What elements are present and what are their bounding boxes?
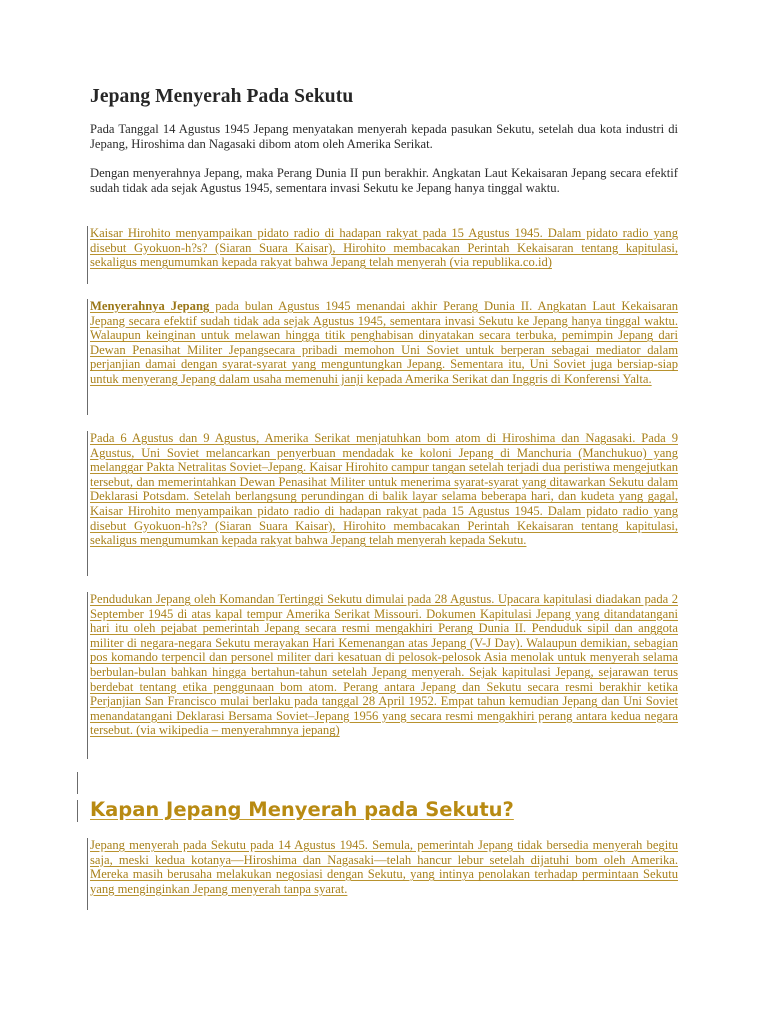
quote-bar [87, 299, 88, 415]
quote-bar [87, 431, 88, 576]
intro-paragraph-2: Dengan menyerahnya Jepang, maka Perang Dunia II pun berakhir. Angkatan Laut Kekaisaran Jepang secara efektif sudah tidak ada sejak Agustus 1945, sementara invasi Sekutu ke Jepang hanya tinggal waktu. [90, 166, 678, 195]
quote-bar [77, 772, 78, 794]
quote-paragraph-3[interactable]: Pada 6 Agustus dan 9 Agustus, Amerika Serikat menjatuhkan bom atom di Hiroshima dan Nagasaki. Pada 9 Agustus, Uni Soviet melancarkan penyerbuan mendadak ke koloni Jepang di Manchuria (Manchukuo) yang melanggar Pakta Netralitas Soviet–Jepang. Kaisar Hirohito campur tangan setelah terjadi dua peristiwa mengejutkan tersebut, dan memerintahkan Dewan Penasihat Militer untuk menerima syarat-syarat yang ditawarkan Sekutu dalam Deklarasi Potsdam. Setelah berlangsung perundingan di balik layar selama beberapa hari, dan kudeta yang gagal, Kaisar Hirohito menyampaikan pidato radio di hadapan rakyat pada 15 Agustus 1945. Dalam pidato radio yang disebut Gyokuon-h?s? (Siaran Suara Kaisar), Hirohito membacakan Perintah Kekaisaran tentang kapitulasi, sekaligus mengumumkan kepada rakyat bahwa Jepang telah menyerah kepada Sekutu. [90, 431, 678, 548]
intro-paragraph-1: Pada Tanggal 14 Agustus 1945 Jepang menyatakan menyerah kepada pasukan Sekutu, setelah dua kota industri di Jepang, Hiroshima dan Nagasaki dibom atom oleh Amerika Serikat. [90, 122, 678, 151]
page-title: Jepang Menyerah Pada Sekutu [90, 86, 354, 107]
quote-paragraph-2-body: pada bulan Agustus 1945 menandai akhir Perang Dunia II. Angkatan Laut Kekaisaran Jepang secara efektif sudah tidak ada sejak Agustus 1945, sementara invasi Sekutu ke Jepang hanya tinggal waktu. Walaupun keinginan untuk melawan hingga titik penghabisan dinyatakan secara terbuka, pemimpin Jepang dari Dewan Penasihat Militer Jepangsecara pribadi memohon Uni Soviet untuk berperan sebagai mediator dalam perjanjian damai dengan syarat-syarat yang menguntungkan Jepang. Sementara itu, Uni Soviet juga bersiap-siap untuk menyerang Jepang dalam usaha memenuhi janji kepada Amerika Serikat dan Inggris di Konferensi Yalta. [90, 299, 678, 386]
section-heading-link[interactable]: Kapan Jepang Menyerah pada Sekutu? [90, 798, 514, 821]
quote-bar [87, 838, 88, 910]
quote-bar [87, 592, 88, 759]
quote-bar [87, 226, 88, 284]
quote-paragraph-1[interactable]: Kaisar Hirohito menyampaikan pidato radio di hadapan rakyat pada 15 Agustus 1945. Dalam pidato radio yang disebut Gyokuon-h?s? (Siaran Suara Kaisar), Hirohito membacakan Perintah Kekaisaran tentang kapitulasi, sekaligus mengumumkan kepada rakyat bahwa Jepang telah menyerah (via republika.co.id) [90, 226, 678, 270]
quote-paragraph-2[interactable] [90, 299, 678, 387]
quote-paragraph-4[interactable]: Pendudukan Jepang oleh Komandan Tertinggi Sekutu dimulai pada 28 Agustus. Upacara kapitulasi diadakan pada 2 September 1945 di atas kapal tempur Amerika Serikat Missouri. Dokumen Kapitulasi Jepang yang ditandatangani hari itu oleh pejabat pemerintah Jepang secara resmi mengakhiri Perang Dunia II. Penduduk sipil dan anggota militer di negara-negara Sekutu merayakan Hari Kemenangan atas Jepang (V-J Day). Walaupun demikian, sebagian pos komando terpencil dan personel militer dari kesatuan di pelosok-pelosok Asia menolak untuk menyerah selama berbulan-bulan bahkan hingga bertahun-tahun setelah Jepang menyerah. Sejak kapitulasi Jepang, sejarawan terus berdebat tentang etika penggunaan bom atom. Perang antara Jepang dan Sekutu secara resmi berakhir ketika Perjanjian San Francisco mulai berlaku pada tanggal 28 April 1952. Empat tahun kemudian Jepang dan Uni Soviet menandatangani Deklarasi Bersama Soviet–Jepang 1956 yang secara resmi mengakhiri perang antara kedua negara tersebut. (via wikipedia – menyerahmnya jepang) [90, 592, 678, 738]
quote-paragraph-5[interactable]: Jepang menyerah pada Sekutu pada 14 Agustus 1945. Semula, pemerintah Jepang tidak bersedia menyerah begitu saja, meski kedua kotanya—Hiroshima dan Nagasaki—telah hancur lebur setelah dijatuhi bom oleh Amerika. Mereka masih berusaha melakukan negosiasi dengan Sekutu, yang intinya penolakan terhadap permintaan Sekutu yang menginginkan Jepang menyerah tanpa syarat. [90, 838, 678, 896]
quote-bar [77, 800, 78, 822]
quote-bold-lead: Menyerahnya Jepang [90, 299, 210, 313]
